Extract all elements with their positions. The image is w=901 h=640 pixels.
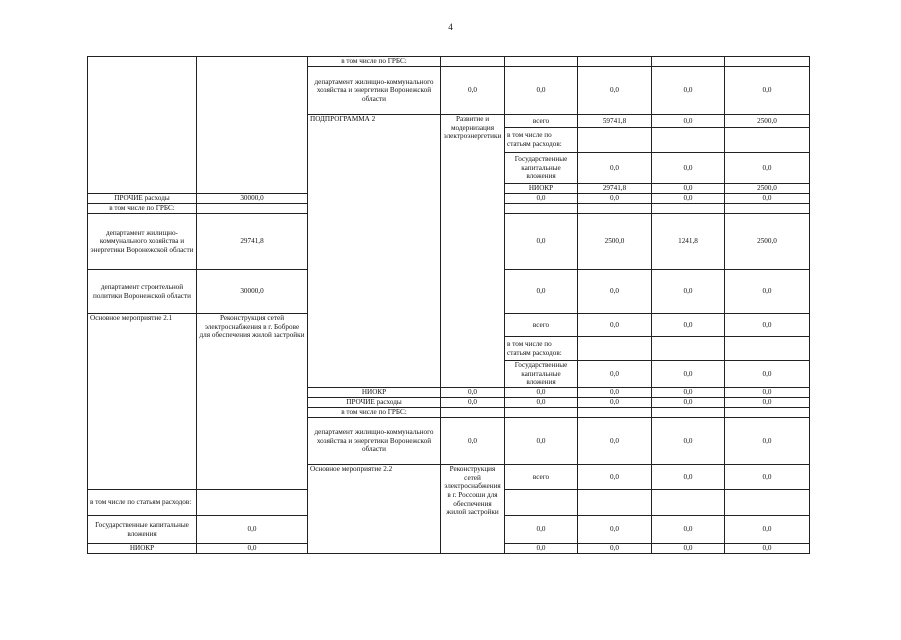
value-cell: 0,0 — [652, 153, 725, 184]
value-cell: 0,0 — [725, 314, 810, 337]
value-cell: 29741,8 — [197, 214, 308, 270]
value-cell: 0,0 — [505, 388, 578, 398]
value-cell: 0,0 — [505, 214, 578, 270]
expense-category-cell: в том числе по ГРБС: — [88, 204, 197, 214]
value-cell: 0,0 — [505, 398, 578, 408]
page-number: 4 — [448, 22, 453, 32]
expense-category-cell: НИОКР — [88, 544, 197, 554]
value-cell: 0,0 — [652, 544, 725, 554]
expense-category-cell: в том числе по ГРБС: — [308, 408, 441, 418]
value-cell: 0,0 — [725, 194, 810, 204]
value-cell: 0,0 — [441, 398, 505, 408]
program-name-cell: ПОДПРОГРАММА 2 — [308, 115, 441, 388]
value-cell — [652, 57, 725, 67]
value-cell: 0,0 — [652, 194, 725, 204]
expense-category-cell: департамент жилищно-коммунального хозяйства и энергетики Воронежской области — [308, 67, 441, 115]
value-cell: 30000,0 — [197, 270, 308, 314]
program-title-cell: Реконструкция сетей электроснабжения в г. Боброве для обеспечения жилой застройки — [197, 314, 308, 490]
value-cell: 0,0 — [578, 270, 652, 314]
value-cell: 0,0 — [725, 153, 810, 184]
expense-category-cell: в том числе по статьям расходов: — [88, 490, 197, 516]
expense-category-cell: НИОКР — [505, 184, 578, 194]
value-cell — [441, 408, 505, 418]
expense-category-cell: в том числе по статьям расходов: — [505, 337, 578, 361]
value-cell: 0,0 — [725, 516, 810, 544]
program-name-cell: Основное мероприятие 2.2 — [308, 465, 441, 554]
expense-category-cell: в том числе по статьям расходов: — [505, 128, 578, 153]
value-cell: 0,0 — [725, 398, 810, 408]
value-cell: 0,0 — [578, 194, 652, 204]
value-cell — [578, 204, 652, 214]
value-cell: 0,0 — [578, 544, 652, 554]
value-cell: 0,0 — [652, 361, 725, 388]
expense-category-cell: департамент строительной политики Воронежской области — [88, 270, 197, 314]
value-cell — [505, 408, 578, 418]
value-cell: 0,0 — [725, 418, 810, 465]
expense-category-cell: департамент жилищно-коммунального хозяйства и энергетики Воронежской области — [308, 418, 441, 465]
value-cell: 0,0 — [578, 153, 652, 184]
value-cell: 0,0 — [578, 465, 652, 490]
value-cell: 0,0 — [505, 270, 578, 314]
expense-category-cell: Государственные капитальные вложения — [505, 361, 578, 388]
value-cell — [725, 204, 810, 214]
program-name-cell — [88, 57, 197, 194]
value-cell — [652, 128, 725, 153]
expense-category-cell: НИОКР — [308, 388, 441, 398]
value-cell: 0,0 — [725, 67, 810, 115]
value-cell: 0,0 — [197, 544, 308, 554]
value-cell: 1241,8 — [652, 214, 725, 270]
value-cell — [652, 408, 725, 418]
value-cell: 0,0 — [441, 388, 505, 398]
value-cell — [725, 57, 810, 67]
value-cell: 0,0 — [652, 516, 725, 544]
value-cell: 0,0 — [505, 67, 578, 115]
value-cell: 0,0 — [578, 314, 652, 337]
value-cell — [725, 408, 810, 418]
expense-category-cell: всего — [505, 115, 578, 128]
value-cell — [441, 57, 505, 67]
value-cell — [197, 490, 308, 516]
expense-category-cell: всего — [505, 465, 578, 490]
value-cell: 0,0 — [505, 544, 578, 554]
value-cell: 0,0 — [652, 465, 725, 490]
value-cell: 0,0 — [505, 418, 578, 465]
value-cell — [725, 490, 810, 516]
expense-category-cell: ПРОЧИЕ расходы — [88, 194, 197, 204]
value-cell — [505, 204, 578, 214]
value-cell: 0,0 — [505, 194, 578, 204]
expense-category-cell: в том числе по ГРБС: — [308, 57, 441, 67]
value-cell: 2500,0 — [725, 214, 810, 270]
value-cell: 30000,0 — [197, 194, 308, 204]
value-cell — [652, 204, 725, 214]
budget-table-body — [88, 57, 810, 554]
value-cell: 0,0 — [505, 516, 578, 544]
program-title-cell: Развитие и модернизация электроэнергетики — [441, 115, 505, 388]
expense-category-cell: департамент жилищно-коммунального хозяйства и энергетики Воронежской области — [88, 214, 197, 270]
value-cell: 0,0 — [652, 67, 725, 115]
value-cell — [725, 128, 810, 153]
value-cell: 0,0 — [725, 388, 810, 398]
expense-category-cell: ПРОЧИЕ расходы — [308, 398, 441, 408]
value-cell: 2500,0 — [725, 115, 810, 128]
expense-category-cell: Государственные капитальные вложения — [88, 516, 197, 544]
value-cell: 0,0 — [652, 314, 725, 337]
value-cell — [725, 337, 810, 361]
value-cell: 0,0 — [652, 115, 725, 128]
value-cell: 0,0 — [725, 544, 810, 554]
value-cell: 0,0 — [652, 184, 725, 194]
value-cell: 0,0 — [441, 67, 505, 115]
value-cell — [578, 57, 652, 67]
table-row — [88, 57, 810, 67]
expense-category-cell: всего — [505, 314, 578, 337]
value-cell: 0,0 — [652, 388, 725, 398]
expense-category-cell: Государственные капитальные вложения — [505, 153, 578, 184]
value-cell — [578, 490, 652, 516]
value-cell: 0,0 — [652, 398, 725, 408]
value-cell: 0,0 — [725, 270, 810, 314]
value-cell: 0,0 — [578, 67, 652, 115]
value-cell: 59741,8 — [578, 115, 652, 128]
value-cell — [652, 490, 725, 516]
value-cell: 0,0 — [652, 270, 725, 314]
budget-table — [87, 56, 810, 554]
program-name-cell: Основное мероприятие 2.1 — [88, 314, 197, 490]
program-title-cell: Реконструкция сетей электроснабжения в г. Россоши для обеспечения жилой застройки — [441, 465, 505, 554]
value-cell — [505, 490, 578, 516]
value-cell — [578, 128, 652, 153]
value-cell: 0,0 — [578, 361, 652, 388]
value-cell — [652, 337, 725, 361]
value-cell: 0,0 — [197, 516, 308, 544]
value-cell: 0,0 — [578, 398, 652, 408]
value-cell: 2500,0 — [725, 184, 810, 194]
value-cell — [197, 204, 308, 214]
program-title-cell — [197, 57, 308, 194]
value-cell — [578, 337, 652, 361]
value-cell: 0,0 — [652, 418, 725, 465]
value-cell — [505, 57, 578, 67]
value-cell: 0,0 — [725, 465, 810, 490]
value-cell: 0,0 — [578, 516, 652, 544]
value-cell: 29741,8 — [578, 184, 652, 194]
value-cell — [578, 408, 652, 418]
value-cell: 0,0 — [578, 418, 652, 465]
value-cell: 0,0 — [441, 418, 505, 465]
value-cell: 2500,0 — [578, 214, 652, 270]
value-cell: 0,0 — [725, 361, 810, 388]
value-cell: 0,0 — [578, 388, 652, 398]
